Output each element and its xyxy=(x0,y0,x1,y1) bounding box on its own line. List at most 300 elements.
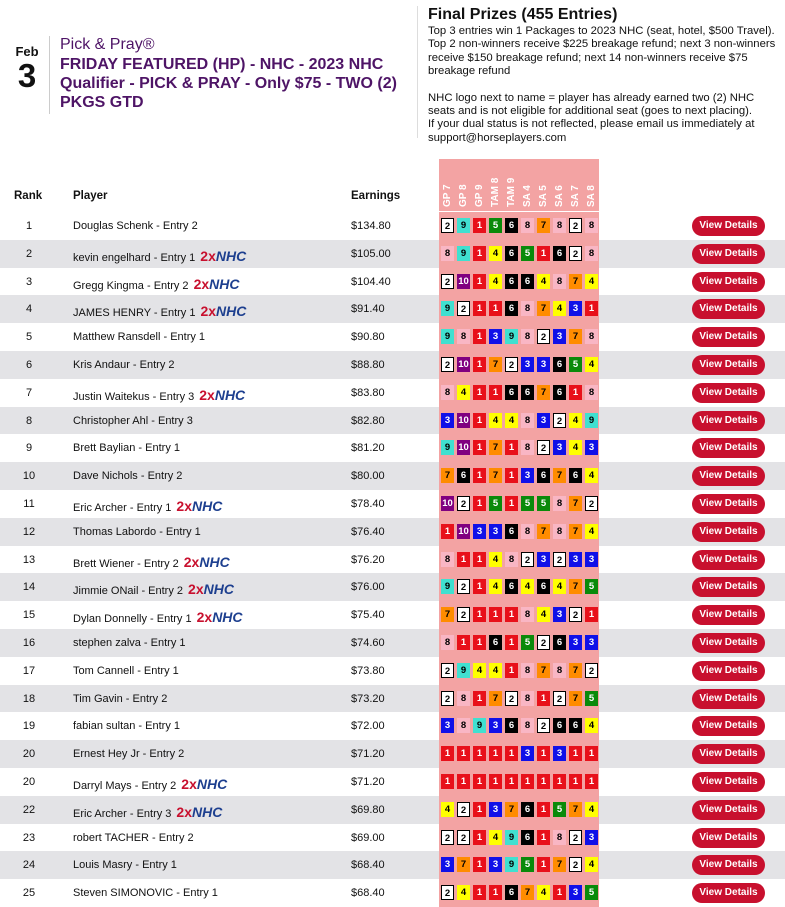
rank-column-header: Rank xyxy=(14,190,43,202)
rank-cell: 24 xyxy=(22,859,36,872)
nhc-badge-label: NHC xyxy=(192,497,223,514)
rank-cell: 25 xyxy=(22,887,36,900)
player-cell xyxy=(73,415,193,427)
table-row xyxy=(0,851,785,879)
pick-number: 1 xyxy=(473,579,486,594)
player-name: stephen zalva - Entry 1 xyxy=(73,636,186,649)
pick-number: 8 xyxy=(553,663,566,678)
pick-number: 4 xyxy=(489,246,502,261)
pick-number: 2 xyxy=(537,440,550,455)
pick-number: 2 xyxy=(457,830,470,845)
player-cell xyxy=(73,526,201,538)
nhc-badge-count: 2x xyxy=(181,775,197,792)
pick-number: 9 xyxy=(457,218,470,233)
pick-number: 6 xyxy=(553,718,566,733)
pick-number: 7 xyxy=(569,663,582,678)
player-cell xyxy=(73,220,198,232)
pick-number: 9 xyxy=(441,440,454,455)
pick-number: 7 xyxy=(537,663,550,678)
pick-number: 6 xyxy=(537,468,550,483)
table-row xyxy=(0,407,785,435)
pick-number: 1 xyxy=(489,301,502,316)
table-row xyxy=(0,796,785,824)
pick-number: 2 xyxy=(441,274,454,289)
player-name: Christopher Ahl - Entry 3 xyxy=(73,414,193,427)
pick-number: 1 xyxy=(585,746,598,761)
view-details-button[interactable]: View Details xyxy=(692,605,765,625)
earnings-cell: $88.80 xyxy=(351,358,385,371)
player-cell xyxy=(73,498,222,514)
pick-number: 1 xyxy=(537,246,550,261)
pick-number: 7 xyxy=(521,885,534,900)
nhc-badge-count: 2x xyxy=(176,497,192,514)
picks-cell xyxy=(439,824,599,852)
pick-number: 7 xyxy=(489,440,502,455)
player-cell xyxy=(73,470,182,482)
view-details-button[interactable]: View Details xyxy=(692,438,765,458)
pick-number: 6 xyxy=(457,468,470,483)
pick-number: 4 xyxy=(569,413,582,428)
rank-cell: 1 xyxy=(25,220,33,232)
pick-number: 6 xyxy=(521,274,534,289)
pick-number: 2 xyxy=(441,663,454,678)
pick-number: 4 xyxy=(553,301,566,316)
picks-cell xyxy=(439,240,599,268)
nhc-badge-count: 2x xyxy=(188,581,204,598)
picks-cell xyxy=(439,295,599,323)
picks-cell xyxy=(439,434,599,462)
pick-number: 6 xyxy=(505,218,518,233)
earnings-cell: $71.20 xyxy=(351,775,385,788)
table-row xyxy=(0,879,785,907)
earnings-cell: $80.00 xyxy=(351,470,385,483)
view-details-button[interactable]: View Details xyxy=(692,855,765,875)
pick-number: 1 xyxy=(441,774,454,789)
pick-number: 1 xyxy=(473,413,486,428)
pick-number: 8 xyxy=(457,329,470,344)
view-details-button[interactable]: View Details xyxy=(692,800,765,820)
pick-number: 7 xyxy=(457,857,470,872)
pick-number: 7 xyxy=(569,524,582,539)
pick-number: 8 xyxy=(521,218,534,233)
race-header: GP 7 xyxy=(442,184,453,207)
pick-number: 6 xyxy=(489,635,502,650)
rank-cell: 4 xyxy=(25,303,33,316)
player-cell xyxy=(73,804,222,820)
view-details-button[interactable]: View Details xyxy=(692,244,765,264)
nhc-logo-icon xyxy=(200,303,246,319)
pick-number: 4 xyxy=(585,524,598,539)
player-cell xyxy=(73,581,234,597)
pick-number: 1 xyxy=(537,774,550,789)
pick-number: 8 xyxy=(585,385,598,400)
earnings-cell: $73.20 xyxy=(351,692,385,705)
picks-cell xyxy=(439,768,599,796)
picks-cell xyxy=(439,462,599,490)
player-cell xyxy=(73,442,180,454)
pick-number: 7 xyxy=(537,524,550,539)
player-column-header: Player xyxy=(73,190,108,202)
view-details-button[interactable]: View Details xyxy=(692,522,765,542)
pick-number: 2 xyxy=(569,218,582,233)
pick-number: 4 xyxy=(489,579,502,594)
pick-number: 4 xyxy=(553,579,566,594)
pick-number: 2 xyxy=(569,830,582,845)
pick-number: 4 xyxy=(569,440,582,455)
pick-number: 4 xyxy=(585,718,598,733)
pick-number: 1 xyxy=(473,496,486,511)
page-header xyxy=(0,0,785,150)
pick-number: 2 xyxy=(505,691,518,706)
view-details-button[interactable]: View Details xyxy=(692,772,765,792)
nhc-badge-count: 2x xyxy=(196,609,213,626)
nhc-badge-label: NHC xyxy=(203,581,234,598)
pick-number: 2 xyxy=(441,691,454,706)
pick-number: 2 xyxy=(585,496,598,511)
player-cell xyxy=(73,637,186,649)
pick-number: 3 xyxy=(473,524,486,539)
race-header: GP 8 xyxy=(458,184,469,207)
pick-number: 1 xyxy=(473,301,486,316)
pick-number: 6 xyxy=(521,830,534,845)
race-header: SA 4 xyxy=(522,185,533,207)
pick-number: 2 xyxy=(553,413,566,428)
rank-cell: 23 xyxy=(22,831,36,844)
pick-number: 4 xyxy=(521,579,534,594)
pick-number: 1 xyxy=(585,774,598,789)
player-cell xyxy=(73,331,205,343)
pick-number: 6 xyxy=(505,301,518,316)
picks-cell xyxy=(439,629,599,657)
pick-number: 3 xyxy=(489,718,502,733)
pick-number: 5 xyxy=(489,218,502,233)
pick-number: 2 xyxy=(457,802,470,817)
player-name: Brett Baylian - Entry 1 xyxy=(73,442,180,455)
view-details-button[interactable]: View Details xyxy=(692,383,765,403)
rank-cell: 9 xyxy=(25,442,33,455)
pick-number: 6 xyxy=(553,635,566,650)
earnings-cell: $104.40 xyxy=(351,275,391,288)
nhc-badge-label: NHC xyxy=(196,775,228,792)
pick-number: 7 xyxy=(537,385,550,400)
player-cell xyxy=(73,720,180,732)
view-details-button[interactable]: View Details xyxy=(692,577,765,597)
picks-cell xyxy=(439,712,599,740)
earnings-cell: $75.40 xyxy=(351,609,385,622)
pick-number: 1 xyxy=(569,746,582,761)
nhc-logo-icon xyxy=(194,276,240,292)
pick-number: 1 xyxy=(473,440,486,455)
pick-number: 8 xyxy=(521,691,534,706)
pick-number: 4 xyxy=(489,413,502,428)
earnings-cell: $78.40 xyxy=(351,497,385,510)
pick-number: 4 xyxy=(489,552,502,567)
pick-number: 8 xyxy=(521,718,534,733)
picks-cell xyxy=(439,657,599,685)
picks-cell xyxy=(439,379,599,407)
pick-number: 5 xyxy=(521,246,534,261)
pick-number: 8 xyxy=(521,329,534,344)
table-row xyxy=(0,629,785,657)
pick-number: 3 xyxy=(537,413,550,428)
earnings-cell: $90.80 xyxy=(351,331,385,344)
pick-number: 1 xyxy=(457,635,470,650)
pick-number: 3 xyxy=(441,857,454,872)
pick-number: 8 xyxy=(457,718,470,733)
nhc-badge-label: NHC xyxy=(216,303,247,320)
pick-number: 1 xyxy=(473,691,486,706)
view-details-button[interactable]: View Details xyxy=(692,466,765,486)
view-details-button[interactable]: View Details xyxy=(692,689,765,709)
view-details-button[interactable]: View Details xyxy=(692,883,765,903)
earnings-cell: $74.60 xyxy=(351,636,385,649)
prizes-panel xyxy=(428,6,780,145)
player-cell xyxy=(73,359,175,371)
pick-number: 9 xyxy=(441,301,454,316)
pick-number: 4 xyxy=(457,885,470,900)
pick-number: 6 xyxy=(505,579,518,594)
pick-number: 6 xyxy=(569,468,582,483)
player-cell xyxy=(73,832,194,844)
pick-number: 7 xyxy=(441,468,454,483)
nhc-badge-label: NHC xyxy=(192,803,223,820)
player-name: kevin engelhard - Entry 1 xyxy=(73,251,196,264)
pick-number: 9 xyxy=(473,718,486,733)
contest-brand: Pick & Pray® xyxy=(60,36,155,53)
pick-number: 1 xyxy=(505,635,518,650)
nhc-logo-icon xyxy=(176,498,222,514)
nhc-badge-count: 2x xyxy=(199,386,215,403)
table-row xyxy=(0,490,785,518)
table-row xyxy=(0,379,785,407)
race-header: TAM 8 xyxy=(490,177,501,207)
pick-number: 2 xyxy=(537,635,550,650)
player-name: Justin Waitekus - Entry 3 xyxy=(73,390,195,403)
pick-number: 9 xyxy=(505,329,518,344)
earnings-cell: $68.40 xyxy=(351,859,385,872)
pick-number: 4 xyxy=(489,830,502,845)
pick-number: 1 xyxy=(489,607,502,622)
earnings-cell: $83.80 xyxy=(351,386,385,399)
pick-number: 1 xyxy=(537,746,550,761)
pick-number: 4 xyxy=(489,663,502,678)
pick-number: 4 xyxy=(585,274,598,289)
picks-cell xyxy=(439,685,599,713)
pick-number: 1 xyxy=(473,329,486,344)
rank-cell: 7 xyxy=(25,386,33,399)
pick-number: 7 xyxy=(505,802,518,817)
view-details-button[interactable]: View Details xyxy=(692,550,765,570)
view-details-button[interactable]: View Details xyxy=(692,716,765,736)
player-name: Douglas Schenk - Entry 2 xyxy=(73,220,198,232)
pick-number: 1 xyxy=(537,857,550,872)
pick-number: 2 xyxy=(457,607,470,622)
view-details-button[interactable]: View Details xyxy=(692,744,765,764)
rank-cell: 17 xyxy=(22,664,36,677)
divider xyxy=(417,6,418,138)
pick-number: 10 xyxy=(458,442,469,454)
earnings-cell: $68.40 xyxy=(351,887,385,900)
pick-number: 1 xyxy=(473,468,486,483)
pick-number: 8 xyxy=(553,524,566,539)
player-cell xyxy=(73,859,177,871)
table-row xyxy=(0,240,785,268)
view-details-button[interactable]: View Details xyxy=(692,411,765,431)
table-row xyxy=(0,824,785,852)
rank-cell: 11 xyxy=(23,497,35,510)
picks-cell xyxy=(439,740,599,768)
nhc-note: NHC logo next to name = player has already earned two (2) NHC seats and is not eligible for additional seat (goes to next placing). xyxy=(428,91,755,118)
pick-number: 2 xyxy=(441,218,454,233)
pick-number: 1 xyxy=(537,830,550,845)
player-cell xyxy=(73,665,179,677)
pick-number: 4 xyxy=(585,468,598,483)
date-month: Feb xyxy=(15,44,39,59)
pick-number: 1 xyxy=(473,385,486,400)
view-details-button[interactable]: View Details xyxy=(692,661,765,681)
nhc-logo-icon xyxy=(199,387,245,403)
prizes-text: Top 3 entries win 1 Packages to 2023 NHC (seat, hotel, $500 Travel). Top 2 non-winners receive $225 breakage refund; next 3 non-winners receive $150 breakage refund; next 14 non-winners receive $75 breakage refund xyxy=(428,25,776,78)
pick-number: 6 xyxy=(505,524,518,539)
contest-date xyxy=(10,44,44,93)
view-details-button[interactable]: View Details xyxy=(692,327,765,347)
pick-number: 8 xyxy=(585,218,598,233)
pick-number: 9 xyxy=(457,663,470,678)
pick-number: 1 xyxy=(473,802,486,817)
pick-number: 4 xyxy=(537,274,550,289)
picks-cell xyxy=(439,796,599,824)
nhc-badge-count: 2x xyxy=(176,803,192,820)
nhc-logo-icon xyxy=(188,581,234,597)
pick-number: 5 xyxy=(537,496,550,511)
player-name: fabian sultan - Entry 1 xyxy=(73,720,181,733)
pick-number: 2 xyxy=(569,246,582,261)
pick-number: 7 xyxy=(553,857,566,872)
pick-number: 1 xyxy=(457,746,470,761)
view-details-button[interactable]: View Details xyxy=(692,355,765,375)
pick-number: 8 xyxy=(457,691,470,706)
picks-cell xyxy=(439,851,599,879)
table-row xyxy=(0,462,785,490)
pick-number: 4 xyxy=(457,385,470,400)
pick-number: 1 xyxy=(473,857,486,872)
view-details-button[interactable]: View Details xyxy=(692,633,765,653)
pick-number: 2 xyxy=(457,579,470,594)
player-cell xyxy=(73,748,184,760)
nhc-badge-label: NHC xyxy=(209,275,240,292)
pick-number: 6 xyxy=(537,579,550,594)
rank-cell: 18 xyxy=(22,692,36,705)
picks-cell xyxy=(439,601,599,629)
pick-number: 6 xyxy=(569,718,582,733)
pick-number: 2 xyxy=(537,329,550,344)
pick-number: 1 xyxy=(569,385,582,400)
pick-number: 9 xyxy=(585,413,598,428)
view-details-button[interactable]: View Details xyxy=(692,216,765,236)
player-name: Tom Cannell - Entry 1 xyxy=(73,664,179,677)
view-details-button[interactable]: View Details xyxy=(692,828,765,848)
view-details-button[interactable]: View Details xyxy=(692,494,765,514)
pick-number: 10 xyxy=(458,525,469,537)
pick-number: 6 xyxy=(505,385,518,400)
pick-number: 3 xyxy=(537,552,550,567)
pick-number: 9 xyxy=(505,830,518,845)
player-name: Kris Andaur - Entry 2 xyxy=(73,358,175,371)
nhc-logo-icon xyxy=(176,804,222,820)
picks-cell xyxy=(439,212,599,240)
pick-number: 1 xyxy=(473,607,486,622)
rank-cell: 5 xyxy=(25,331,33,344)
player-cell xyxy=(73,776,227,792)
pick-number: 8 xyxy=(521,663,534,678)
pick-number: 5 xyxy=(569,357,582,372)
player-name: Eric Archer - Entry 3 xyxy=(73,807,172,820)
player-name: Eric Archer - Entry 1 xyxy=(73,501,172,514)
pick-number: 5 xyxy=(521,635,534,650)
pick-number: 1 xyxy=(569,774,582,789)
pick-number: 4 xyxy=(585,357,598,372)
nhc-badge-count: 2x xyxy=(200,303,217,320)
pick-number: 1 xyxy=(489,885,502,900)
view-details-button[interactable]: View Details xyxy=(692,272,765,292)
pick-number: 2 xyxy=(457,301,470,316)
pick-number: 1 xyxy=(505,440,518,455)
pick-number: 2 xyxy=(441,357,454,372)
rank-cell: 6 xyxy=(25,358,33,371)
pick-number: 1 xyxy=(521,774,534,789)
player-name: Louis Masry - Entry 1 xyxy=(73,859,177,872)
nhc-badge-label: NHC xyxy=(214,386,246,403)
pick-number: 2 xyxy=(537,718,550,733)
picks-cell xyxy=(439,323,599,351)
pick-number: 2 xyxy=(553,691,566,706)
player-name: Jimmie ONail - Entry 2 xyxy=(73,585,184,598)
pick-number: 8 xyxy=(585,246,598,261)
pick-number: 7 xyxy=(569,802,582,817)
pick-number: 4 xyxy=(537,607,550,622)
pick-number: 3 xyxy=(553,607,566,622)
pick-number: 8 xyxy=(521,301,534,316)
rank-cell: 22 xyxy=(22,803,36,816)
pick-number: 4 xyxy=(537,885,550,900)
rank-cell: 16 xyxy=(22,636,36,649)
nhc-logo-icon xyxy=(200,248,246,264)
pick-number: 8 xyxy=(521,524,534,539)
pick-number: 6 xyxy=(553,357,566,372)
pick-number: 3 xyxy=(585,635,598,650)
pick-number: 6 xyxy=(505,718,518,733)
table-row xyxy=(0,546,785,574)
pick-number: 1 xyxy=(473,774,486,789)
pick-number: 8 xyxy=(521,440,534,455)
table-row xyxy=(0,657,785,685)
earnings-cell: $134.80 xyxy=(351,220,391,232)
player-cell xyxy=(73,303,246,319)
player-name: Dylan Donnelly - Entry 1 xyxy=(73,613,192,626)
pick-number: 5 xyxy=(489,496,502,511)
nhc-badge-count: 2x xyxy=(193,275,210,292)
pick-number: 7 xyxy=(569,579,582,594)
nhc-badge-label: NHC xyxy=(212,609,243,626)
pick-number: 6 xyxy=(553,246,566,261)
view-details-button[interactable]: View Details xyxy=(692,299,765,319)
pick-number: 9 xyxy=(441,329,454,344)
table-row xyxy=(0,351,785,379)
picks-cell xyxy=(439,351,599,379)
pick-number: 2 xyxy=(441,830,454,845)
table-row xyxy=(0,212,785,240)
table-row xyxy=(0,768,785,796)
